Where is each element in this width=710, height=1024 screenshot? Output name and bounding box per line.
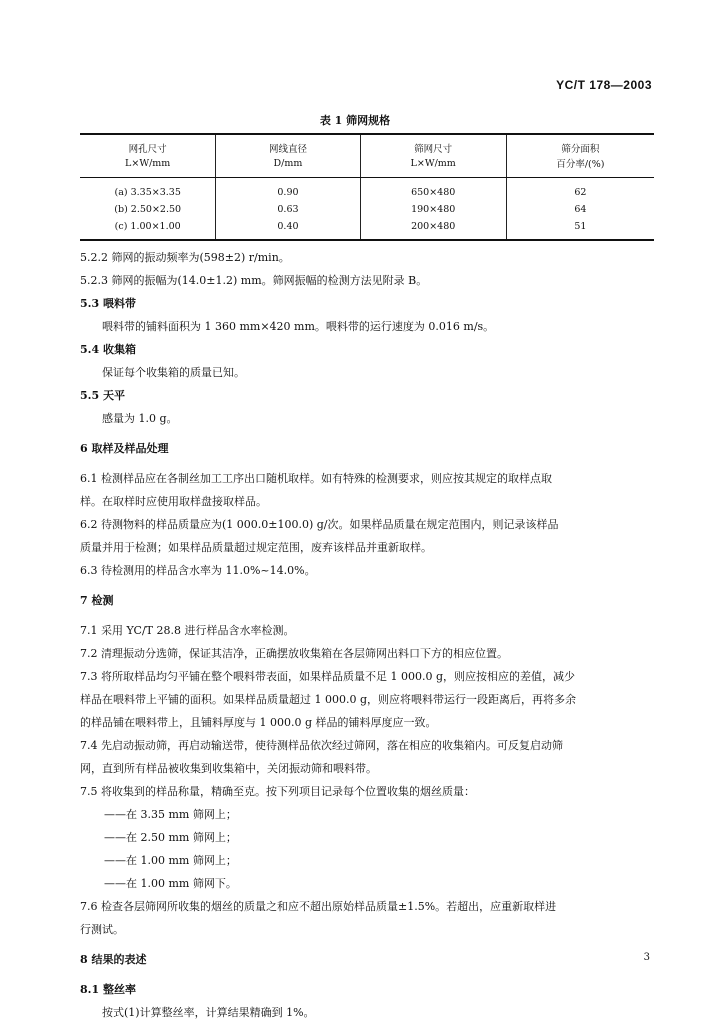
heading-5-4: 5.4 收集箱 [80,343,136,356]
clause-7-5: 7.5 将收集到的样品称量，精确至克。按下列项目记录每个位置收集的烟丝质量： [80,785,475,798]
section-heading-6: 6 取样及样品处理 [80,442,169,455]
heading-8-1: 8.1 整丝率 [80,983,136,996]
sieve-spec-table [80,133,654,241]
document-body [80,246,658,1024]
clause-text: 感量为 1.0 g。 [102,412,178,425]
section-heading-7: 7 检测 [80,594,114,607]
clause-6-2: 6.2 待测物料的样品质量应为(1 000.0±100.0) g/次。如果样品质量在规定范围内，则记录该样品 [80,518,559,531]
list-item: ——在 1.00 mm 筛网上； [104,854,237,867]
list-item: ——在 1.00 mm 筛网下。 [104,877,237,890]
section-heading-8: 8 结果的表述 [80,953,147,966]
clause-text: 按式(1)计算整丝率，计算结果精确到 1%。 [102,1006,315,1019]
table-cell: 190×480 [360,201,506,218]
table-header-unit: L×W/mm [80,155,216,178]
clause-7-4-cont: 网，直到所有样品被收集到收集箱中，关闭振动筛和喂料带。 [80,762,377,775]
table-title: 表 1 筛网规格 [319,114,391,127]
clause-7-1: 7.1 采用 YC/T 28.8 进行样品含水率检测。 [80,624,295,637]
clause-5-2-2: 5.2.2 筛网的振动频率为(598±2) r/min。 [80,251,290,264]
table-row [80,201,654,218]
clause-5-2-3: 5.2.3 筛网的振幅为(14.0±1.2) mm。筛网振幅的检测方法见附录 B。 [80,274,428,287]
clause-7-3-cont: 的样品铺在喂料带上，且铺料厚度与 1 000.0 g 样品的铺料厚度应一致。 [80,716,437,729]
table-cell: (b) 2.50×2.50 [114,204,182,215]
clause-text: 保证每个收集箱的质量已知。 [102,366,245,379]
table-header-cell: 筛网尺寸 [360,134,506,155]
table-cell: 650×480 [360,178,506,202]
table-row [80,178,654,202]
heading-5-5: 5.5 天平 [80,389,125,402]
page-number: 3 [643,952,650,963]
table-cell: 62 [506,178,654,202]
table-header-cell: 网线直径 [216,134,360,155]
table-cell: 0.90 [216,178,360,202]
clause-6-3: 6.3 待检测用的样品含水率为 11.0%~14.0%。 [80,564,316,577]
heading-5-3: 5.3 喂料带 [80,297,136,310]
list-item: ——在 3.35 mm 筛网上； [104,808,237,821]
table-header-cell: 筛分面积 [506,134,654,155]
table-row [80,218,654,240]
table-cell: (c) 1.00×1.00 [80,218,216,240]
table-header-unit: D/mm [216,155,360,178]
list-item: ——在 2.50 mm 筛网上； [104,831,237,844]
table-header-cell: 网孔尺寸 [80,134,216,155]
clause-7-6-cont: 行测试。 [80,923,124,936]
table-cell: (a) 3.35×3.35 [114,187,181,198]
table-cell: 51 [506,218,654,240]
table-cell: 64 [506,201,654,218]
clause-7-6: 7.6 检查各层筛网所收集的烟丝的质量之和应不超出原始样品质量±1.5%。若超出，应重新取样进 [80,900,557,913]
table-header-unit: L×W/mm [360,155,506,178]
clause-text: 喂料带的铺料面积为 1 360 mm×420 mm。喂料带的运行速度为 0.016 m/s。 [102,320,495,333]
table-cell: 0.63 [216,201,360,218]
clause-7-4: 7.4 先启动振动筛，再启动输送带，使待测样品依次经过筛网，落在相应的收集箱内。可反复启动筛 [80,739,563,752]
clause-7-3-cont: 样品在喂料带上平铺的面积。如果样品质量超过 1 000.0 g，则应将喂料带运行一段距离后，再将多余 [80,693,577,706]
clause-7-3: 7.3 将所取样品均匀平铺在整个喂料带表面，如果样品质量不足 1 000.0 g，则应按相应的差值，减少 [80,670,576,683]
clause-7-2: 7.2 清理振动分选筛，保证其洁净，正确摆放收集箱在各层筛网出料口下方的相应位置。 [80,647,508,660]
clause-6-1: 6.1 检测样品应在各制丝加工工序出口随机取样。如有特殊的检测要求，则应按其规定的取样点取 [80,472,552,485]
table-cell: 200×480 [360,218,506,240]
table-header-unit: 百分率/(%) [506,155,654,178]
document-id: YC/T 178—2003 [556,78,652,92]
clause-6-1-cont: 样。在取样时应使用取样盘接取样品。 [80,495,267,508]
table-cell: 0.40 [216,218,360,240]
clause-6-2-cont: 质量并用于检测；如果样品质量超过规定范围，废弃该样品并重新取样。 [80,541,432,554]
